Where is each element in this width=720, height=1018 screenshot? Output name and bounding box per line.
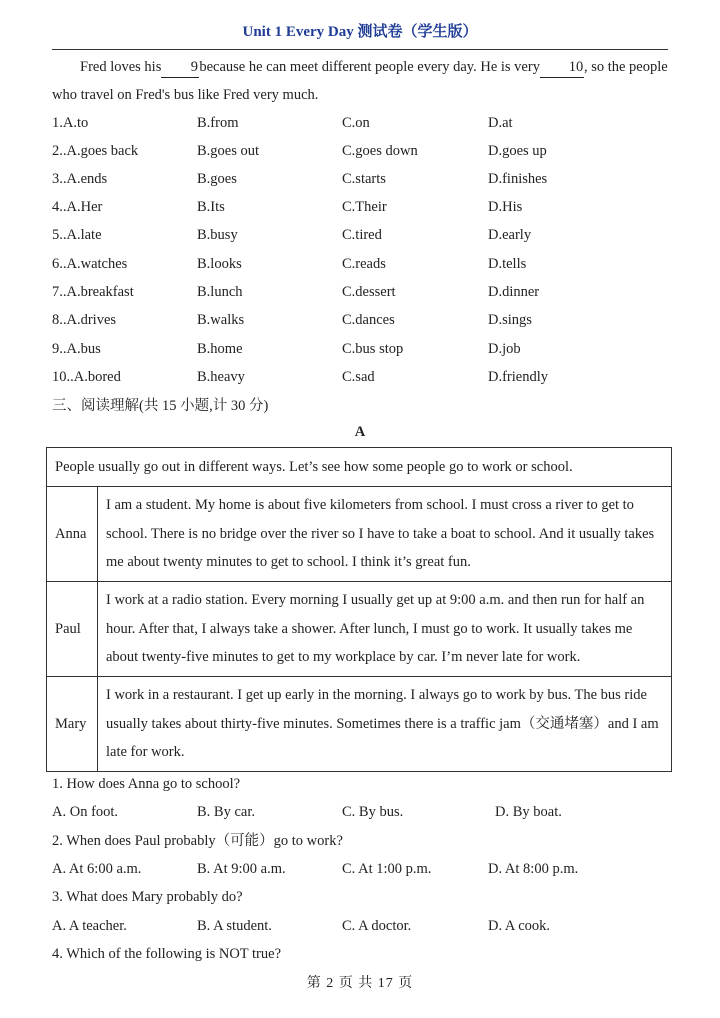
- option: B.lunch: [197, 284, 243, 300]
- answer-option: B. At 9:00 a.m.: [197, 861, 286, 877]
- option: 9..A.bus: [52, 341, 101, 357]
- option-row-10: [52, 363, 672, 391]
- option: B.busy: [197, 227, 238, 243]
- option: B.goes out: [197, 143, 260, 159]
- table-row: [47, 448, 672, 487]
- cloze-text: because he can meet different people every day. He is very: [199, 59, 540, 75]
- cloze-text: Fred loves his: [80, 59, 162, 75]
- option: B.goes: [197, 171, 237, 187]
- answer-option: B. A student.: [197, 918, 272, 934]
- answer-option: C. By bus.: [342, 804, 404, 820]
- person-text: I work in a restaurant. I get up early in the morning. I always go to work by bus. The bus ride usually takes about thirty-five minutes. Sometimes there is a traffic jam（交通堵塞）and I am late for work.: [98, 677, 672, 772]
- answer-option: D. By boat.: [495, 804, 562, 820]
- answer-option: C. At 1:00 p.m.: [342, 861, 432, 877]
- person-name: Anna: [47, 487, 98, 582]
- option-row-4: [52, 193, 672, 221]
- option: C.starts: [342, 171, 386, 187]
- option-row-1: [52, 109, 672, 137]
- option: D.early: [488, 227, 532, 243]
- option-row-6: [52, 250, 672, 278]
- option: C.Their: [342, 199, 387, 215]
- option: C.goes down: [342, 143, 418, 159]
- question-1: 1. How does Anna go to school?: [52, 776, 241, 792]
- option: 4..A.Her: [52, 199, 103, 215]
- option: C.tired: [342, 227, 382, 243]
- question-4: 4. Which of the following is NOT true?: [52, 946, 282, 962]
- option: D.goes up: [488, 143, 547, 159]
- answer-option: C. A doctor.: [342, 918, 412, 934]
- cloze-text: , so the people: [583, 59, 668, 75]
- question-3: 3. What does Mary probably do?: [52, 889, 243, 905]
- option: C.on: [342, 115, 370, 131]
- option: 5..A.late: [52, 227, 102, 243]
- question-2: 2. When does Paul probably（可能）go to work?: [52, 833, 343, 849]
- option: C.bus stop: [342, 341, 404, 357]
- person-name: Paul: [47, 582, 98, 677]
- option: D.at: [488, 115, 513, 131]
- cloze-line-2: who travel on Fred's bus like Fred very much.: [52, 87, 319, 103]
- option-row-2: [52, 137, 672, 165]
- option: 6..A.watches: [52, 256, 128, 272]
- option: 10..A.bored: [52, 369, 121, 385]
- table-row: [47, 582, 672, 677]
- option: D.tells: [488, 256, 527, 272]
- option: D.His: [488, 199, 523, 215]
- cloze-paragraph: [52, 53, 670, 109]
- option: 7..A.breakfast: [52, 284, 134, 300]
- section-heading: 三、阅读理解(共 15 小题,计 30 分): [52, 398, 269, 414]
- page-title: Unit 1 Every Day 测试卷（学生版）: [242, 24, 478, 40]
- option: 8..A.drives: [52, 312, 117, 328]
- answer-row-3: [52, 914, 672, 938]
- option: C.sad: [342, 369, 375, 385]
- answer-option: B. By car.: [197, 804, 255, 820]
- option-row-8: [52, 306, 672, 334]
- option-row-9: [52, 335, 672, 363]
- answer-option: D. At 8:00 p.m.: [488, 861, 579, 877]
- option: 2..A.goes back: [52, 143, 139, 159]
- person-text: I am a student. My home is about five kilometers from school. I must cross a river to get to school. There is no bridge over the river so I have to take a boat to school. And it usually takes me about twenty minutes to get to school. I think it’s great fun.: [98, 487, 672, 582]
- answer-row-2: [52, 857, 672, 881]
- table-row: [47, 677, 672, 772]
- option: B.from: [197, 115, 239, 131]
- option: B.walks: [197, 312, 245, 328]
- person-text: I work at a radio station. Every morning I usually get up at 9:00 a.m. and then run for half an hour. After that, I always take a shower. After lunch, I must go to work. It usually takes me about twenty-five minutes to get to my workplace by car. I’m never late for work.: [98, 582, 672, 677]
- option: C.dessert: [342, 284, 396, 300]
- answer-option: A. A teacher.: [52, 918, 127, 934]
- option: D.sings: [488, 312, 532, 328]
- option: D.finishes: [488, 171, 548, 187]
- option: B.heavy: [197, 369, 245, 385]
- option: 3..A.ends: [52, 171, 108, 187]
- option: D.job: [488, 341, 521, 357]
- blank-10: 10: [540, 57, 584, 78]
- option-row-5: [52, 221, 672, 249]
- page-number: 第 2 页 共 17 页: [306, 976, 414, 991]
- option: C.reads: [342, 256, 386, 272]
- option: 1.A.to: [52, 115, 89, 131]
- option: D.friendly: [488, 369, 548, 385]
- header-divider: [52, 49, 668, 50]
- answer-row-1: [52, 800, 672, 824]
- option: B.home: [197, 341, 243, 357]
- passage-table: [46, 447, 672, 772]
- option: B.Its: [197, 199, 225, 215]
- option: C.dances: [342, 312, 395, 328]
- option: B.looks: [197, 256, 242, 272]
- answer-option: A. On foot.: [52, 804, 119, 820]
- option-row-3: [52, 165, 672, 193]
- passage-label: A: [354, 424, 366, 440]
- cloze-line-1: [52, 53, 670, 81]
- answer-option: A. At 6:00 a.m.: [52, 861, 142, 877]
- answer-option: D. A cook.: [488, 918, 551, 934]
- passage-intro: People usually go out in different ways. Let’s see how some people go to work or school.: [47, 448, 672, 487]
- person-name: Mary: [47, 677, 98, 772]
- table-row: [47, 487, 672, 582]
- option: D.dinner: [488, 284, 540, 300]
- option-row-7: [52, 278, 672, 306]
- blank-9: 9: [161, 57, 199, 78]
